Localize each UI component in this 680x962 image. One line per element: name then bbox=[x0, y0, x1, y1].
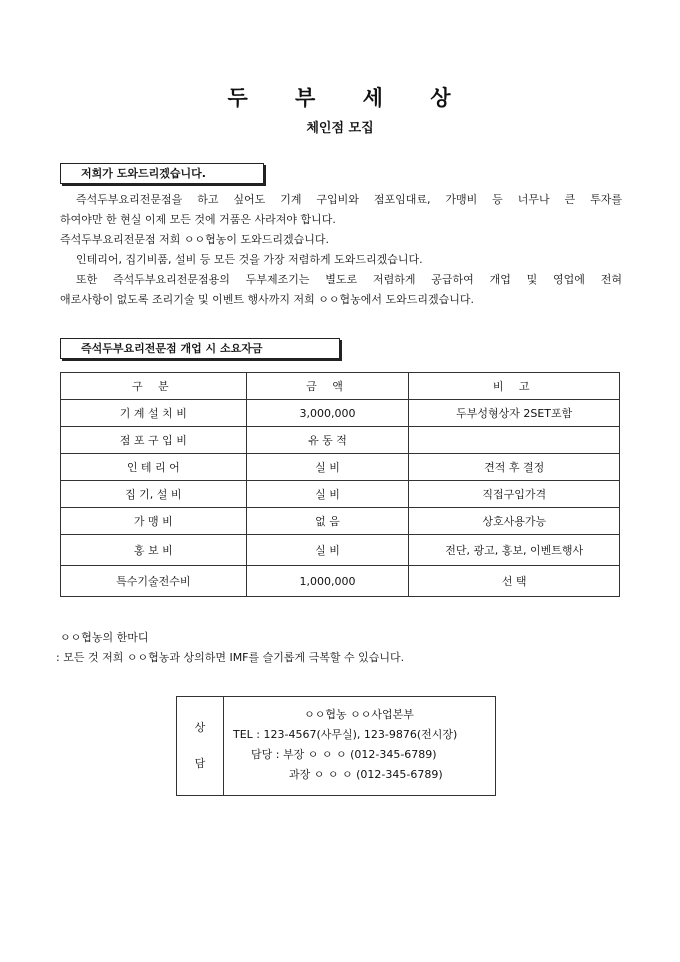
table-row bbox=[61, 400, 620, 427]
row-note: 견적 후 결정 bbox=[409, 454, 620, 481]
page-subtitle: 체인점 모집 bbox=[306, 121, 374, 136]
table-row bbox=[61, 481, 620, 508]
row-amount: 1,000,000 bbox=[246, 566, 409, 597]
section1-body bbox=[60, 190, 622, 310]
body-line-3: 즉석두부요리전문점 저희 ㅇㅇ협농이 도와드리겠습니다. bbox=[60, 233, 330, 246]
col-header-note: 비 고 bbox=[409, 373, 620, 400]
table-row bbox=[61, 427, 620, 454]
title-char-3: 세 bbox=[362, 85, 385, 110]
body-line-5: 또한 즉석두부요리전문점용의 두부제조기는 별도로 저렴하게 공급하여 개업 및 영업에 전혀 bbox=[76, 273, 622, 286]
contact-label-bottom: 담 bbox=[194, 757, 206, 770]
row-amount: 실 비 bbox=[246, 481, 409, 508]
contact-tel: TEL : 123-4567(사무실), 123-9876(전시장) bbox=[233, 728, 458, 741]
table-header-row bbox=[61, 373, 620, 400]
body-line-4: 인테리어, 집기비품, 설비 등 모든 것을 가장 저렴하게 도와드리겠습니다. bbox=[76, 253, 423, 266]
row-note: 두부성형상자 2SET포함 bbox=[409, 400, 620, 427]
row-amount: 실 비 bbox=[246, 535, 409, 566]
contact-label-column bbox=[177, 697, 224, 795]
row-amount: 없 음 bbox=[246, 508, 409, 535]
table-row bbox=[61, 566, 620, 597]
row-item: 점 포 구 입 비 bbox=[61, 427, 247, 454]
row-amount: 3,000,000 bbox=[246, 400, 409, 427]
contact-info bbox=[223, 705, 495, 785]
body-line-2: 하여야만 한 현실 이제 모든 것에 거품은 사라져야 합니다. bbox=[60, 213, 336, 226]
closing-title: ㅇㅇ협농의 한마디 bbox=[60, 631, 149, 644]
table-row bbox=[61, 508, 620, 535]
title-char-2: 부 bbox=[295, 85, 318, 110]
body-line-1: 즉석두부요리전문점을 하고 싶어도 기계 구입비와 점포임대료, 가맹비 등 너무나 큰 투자를 bbox=[76, 193, 622, 206]
contact-box bbox=[176, 696, 496, 796]
title-char-4: 상 bbox=[430, 85, 453, 110]
closing-message: : 모든 것 저희 ㅇㅇ협농과 상의하면 IMF를 슬기롭게 극복할 수 있습니다. bbox=[56, 651, 405, 664]
contact-org: ㅇㅇ협농 ㅇㅇ사업본부 bbox=[304, 708, 414, 721]
row-amount: 실 비 bbox=[246, 454, 409, 481]
row-item: 가 맹 비 bbox=[61, 508, 247, 535]
row-note: 전단, 광고, 홍보, 이벤트행사 bbox=[409, 535, 620, 566]
section2-heading: 즉석두부요리전문점 개업 시 소요자금 bbox=[60, 338, 340, 359]
row-item: 집 기, 설 비 bbox=[61, 481, 247, 508]
row-note: 상호사용가능 bbox=[409, 508, 620, 535]
row-note: 직접구입가격 bbox=[409, 481, 620, 508]
col-header-amount: 금 액 bbox=[246, 373, 409, 400]
title-char-1: 두 bbox=[227, 85, 250, 110]
row-note: 선 택 bbox=[409, 566, 620, 597]
col-header-item: 구 분 bbox=[61, 373, 247, 400]
body-line-6: 애로사항이 없도록 조리기술 및 이벤트 행사까지 저희 ㅇㅇ협농에서 도와드리겠습니다. bbox=[60, 293, 475, 306]
row-item: 인 테 리 어 bbox=[61, 454, 247, 481]
row-item: 특수기술전수비 bbox=[61, 566, 247, 597]
contact-manager-1: 담당 : 부장 ㅇ ㅇ ㅇ (012-345-6789) bbox=[251, 748, 437, 761]
table-row bbox=[61, 535, 620, 566]
contact-label-top: 상 bbox=[194, 721, 206, 734]
row-item: 홍 보 비 bbox=[61, 535, 247, 566]
row-note bbox=[409, 427, 620, 454]
row-amount: 유 동 적 bbox=[246, 427, 409, 454]
contact-manager-2: 과장 ㅇ ㅇ ㅇ (012-345-6789) bbox=[289, 768, 443, 781]
page-title bbox=[0, 82, 680, 112]
section1-heading: 저희가 도와드리겠습니다. bbox=[60, 163, 264, 184]
row-item: 기 계 설 치 비 bbox=[61, 400, 247, 427]
table-row bbox=[61, 454, 620, 481]
cost-table bbox=[60, 372, 620, 597]
